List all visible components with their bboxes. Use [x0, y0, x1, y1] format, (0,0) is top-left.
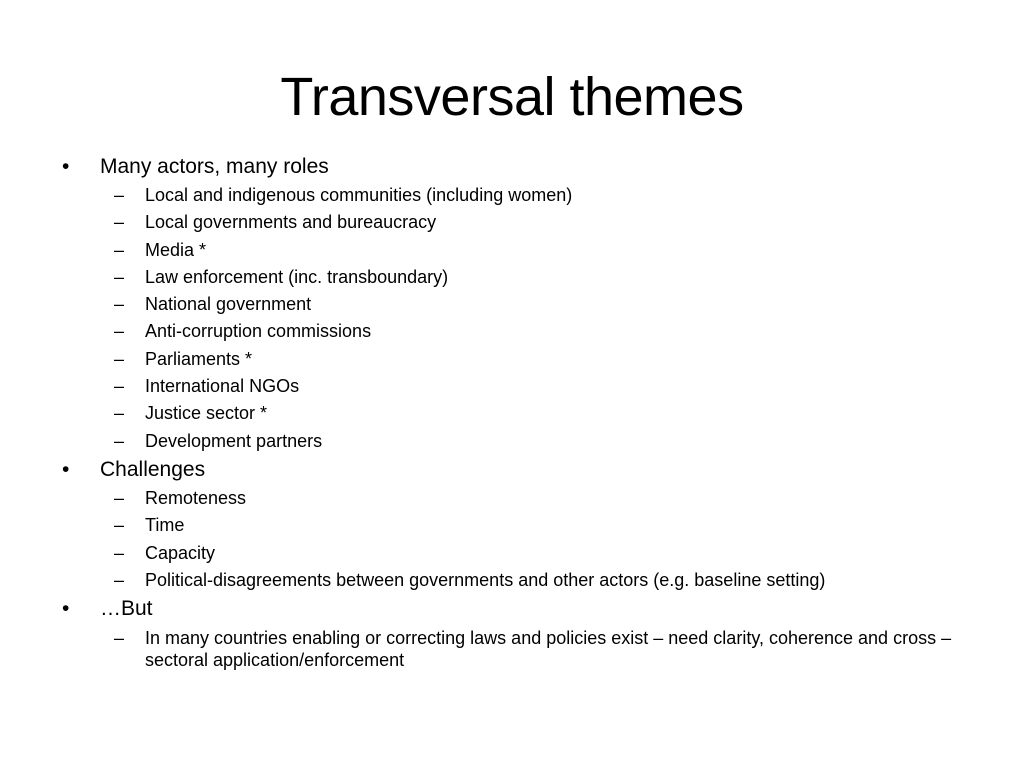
dash-marker: –	[114, 212, 125, 233]
sub-list	[100, 624, 976, 671]
sub-item	[100, 428, 976, 455]
bullet-text: Many actors, many roles	[100, 155, 329, 178]
sub-item-text: Time	[145, 515, 185, 536]
dash-marker: –	[114, 348, 125, 369]
sub-item-text: Remoteness	[145, 487, 247, 508]
bullet-item-actors	[56, 152, 976, 455]
dash-marker: –	[114, 403, 125, 424]
slide-title: Transversal themes	[280, 67, 744, 127]
dash-marker: –	[114, 430, 125, 451]
bullet-marker: •	[62, 597, 70, 621]
dash-marker: –	[114, 294, 125, 315]
bullet-marker: •	[62, 457, 70, 481]
dash-marker: –	[114, 185, 125, 205]
sub-item-text: National government	[145, 294, 312, 315]
sub-item	[100, 237, 976, 264]
sub-item	[100, 346, 976, 373]
sub-item	[100, 182, 976, 209]
dash-marker: –	[114, 515, 125, 536]
bullet-marker: •	[62, 155, 70, 178]
dash-marker: –	[114, 542, 125, 563]
sub-item	[100, 540, 976, 567]
slide-content	[56, 152, 976, 671]
dash-marker: –	[114, 376, 125, 397]
sub-item-text: Media *	[145, 239, 207, 260]
sub-item-text: In many countries enabling or correcting laws and policies exist – need clarity, coherence and cross – sectoral application/enforcement	[145, 628, 952, 671]
sub-item-text: Capacity	[145, 542, 216, 563]
sub-item	[100, 264, 976, 291]
sub-item	[100, 209, 976, 236]
sub-item-text: Anti-corruption commissions	[145, 321, 372, 342]
sub-item-text: Law enforcement (inc. transboundary)	[145, 266, 449, 287]
sub-item	[100, 373, 976, 400]
sub-item	[100, 485, 976, 512]
sub-item-text: Local governments and bureaucracy	[145, 212, 437, 233]
sub-item	[100, 400, 976, 427]
sub-item-text: Parliaments *	[145, 348, 253, 369]
sub-item-text: Political-disagreements between governments and other actors (e.g. baseline setting)	[145, 569, 826, 590]
dash-marker: –	[114, 266, 125, 287]
sub-item	[100, 318, 976, 345]
dash-marker: –	[114, 487, 125, 508]
dash-marker: –	[114, 569, 125, 590]
sub-list	[100, 485, 976, 594]
sub-item-text: Local and indigenous communities (including women)	[145, 185, 573, 205]
sub-item-text: Development partners	[145, 430, 323, 451]
sub-item	[100, 512, 976, 539]
bullet-text: Challenges	[100, 457, 206, 481]
sub-item	[100, 567, 976, 594]
bullet-item-challenges	[56, 455, 976, 594]
sub-item-text: International NGOs	[145, 376, 300, 397]
sub-list	[100, 182, 976, 455]
bullet-list	[56, 152, 976, 671]
bullet-item-but	[56, 594, 976, 671]
sub-item	[100, 291, 976, 318]
dash-marker: –	[114, 321, 125, 342]
dash-marker: –	[114, 628, 125, 649]
sub-item	[100, 624, 976, 671]
dash-marker: –	[114, 239, 125, 260]
sub-item-text: Justice sector *	[145, 403, 268, 424]
bullet-text: …But	[100, 597, 153, 621]
